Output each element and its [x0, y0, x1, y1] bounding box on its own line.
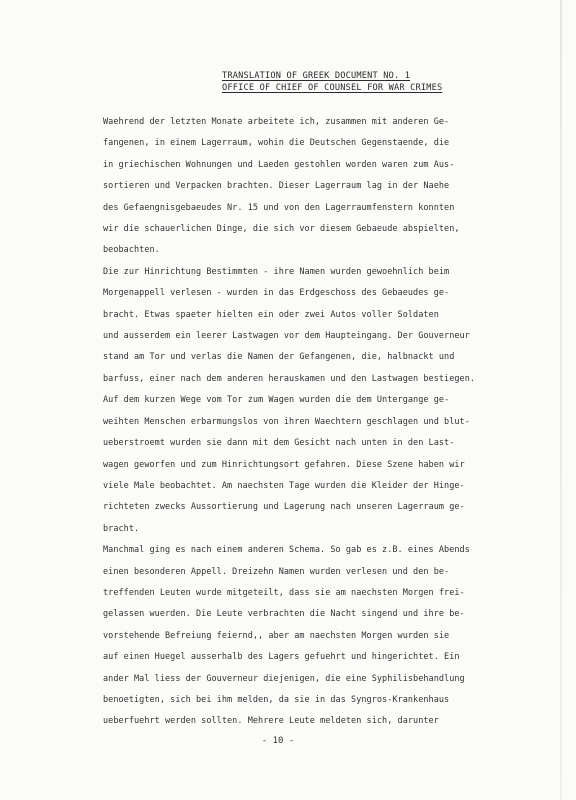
body-line: ueberstroemt wurden sie dann mit dem Gesicht nach unten in den Last-	[103, 438, 455, 449]
body-line: sortieren und Verpacken brachten. Dieser Lagerraum lag in der Naehe	[103, 181, 450, 192]
page-edge-shadow	[560, 0, 562, 800]
body-line: ueberfuehrt werden sollten. Mehrere Leute meldeten sich, darunter	[103, 716, 439, 727]
body-line: stand am Tor und verlas die Namen der Gefangenen, die, halbnackt und	[103, 352, 455, 363]
body-line: treffenden Leuten wurde mitgeteilt, dass sie am naechsten Morgen frei-	[103, 587, 465, 598]
body-line: barfuss, einer nach dem anderen herauskamen und den Lastwagen bestiegen.	[103, 373, 476, 384]
document-header	[222, 70, 482, 94]
document-body	[103, 112, 533, 733]
body-line: Morgenappell verlesen - wurden in das Erdgeschoss des Gebaeudes ge-	[103, 288, 450, 299]
body-line: ander Mal liess der Gouverneur diejenigen, die eine Syphilisbehandlung	[103, 673, 465, 684]
body-line: und ausserdem ein leerer Lastwagen vor dem Haupteingang. Der Gouverneur	[103, 331, 470, 342]
body-line: wir die schauerlichen Dinge, die sich vor diesem Gebaeude abspielten,	[103, 224, 460, 235]
body-line: beobachten.	[103, 245, 160, 256]
body-line: einen besonderen Appell. Dreizehn Namen wurden verlesen und den be-	[103, 566, 450, 577]
body-line: Auf dem kurzen Wege vom Tor zum Wagen wurden die dem Untergange ge-	[103, 395, 450, 406]
header-title: TRANSLATION OF GREEK DOCUMENT NO. 1	[222, 71, 411, 81]
body-line: Manchmal ging es nach einem anderen Schema. So gab es z.B. eines Abends	[103, 545, 470, 556]
body-line: wagen geworfen und zum Hinrichtungsort gefahren. Diese Szene haben wir	[103, 459, 465, 470]
body-line: bracht.	[103, 523, 140, 534]
body-line: des Gefaengnisgebaeudes Nr. 15 und von den Lagerraumfenstern konnten	[103, 202, 455, 213]
body-line: weihten Menschen erbarmungslos von ihren Waechtern geschlagen und blut-	[103, 416, 470, 427]
body-line: auf einen Huegel ausserhalb des Lagers gefuehrt und hingerichtet. Ein	[103, 652, 460, 663]
body-line: viele Male beobachtet. Am naechsten Tage wurden die Kleider der Hinge-	[103, 480, 465, 491]
page-number: - 10 -	[261, 736, 295, 746]
body-line: Waehrend der letzten Monate arbeitete ich, zusammen mit anderen Ge-	[103, 117, 450, 127]
body-line: vorstehende Befreiung feiernd,, aber am naechsten Morgen wurden sie	[103, 630, 450, 641]
body-line: bracht. Etwas spaeter hielten ein oder zwei Autos voller Soldaten	[103, 309, 439, 320]
body-line: richteten zwecks Aussortierung und Lagerung nach unseren Lagerraum ge-	[103, 502, 465, 513]
body-line: fangenen, in einem Lagerraum, wohin die Deutschen Gegenstaende, die	[103, 138, 450, 149]
body-line: in griechischen Wohnungen und Laeden gestohlen worden waren zum Aus-	[103, 159, 455, 170]
body-line: gelassen wuerden. Die Leute verbrachten die Nacht singend und ihre be-	[103, 609, 465, 620]
body-line: Die zur Hinrichtung Bestimmten - ihre Namen wurden gewoehnlich beim	[103, 266, 450, 277]
body-line: benoetigten, sich bei ihm melden, da sie in das Syngros-Krankenhaus	[103, 694, 450, 705]
header-office: OFFICE OF CHIEF OF COUNSEL FOR WAR CRIMES	[222, 83, 443, 93]
